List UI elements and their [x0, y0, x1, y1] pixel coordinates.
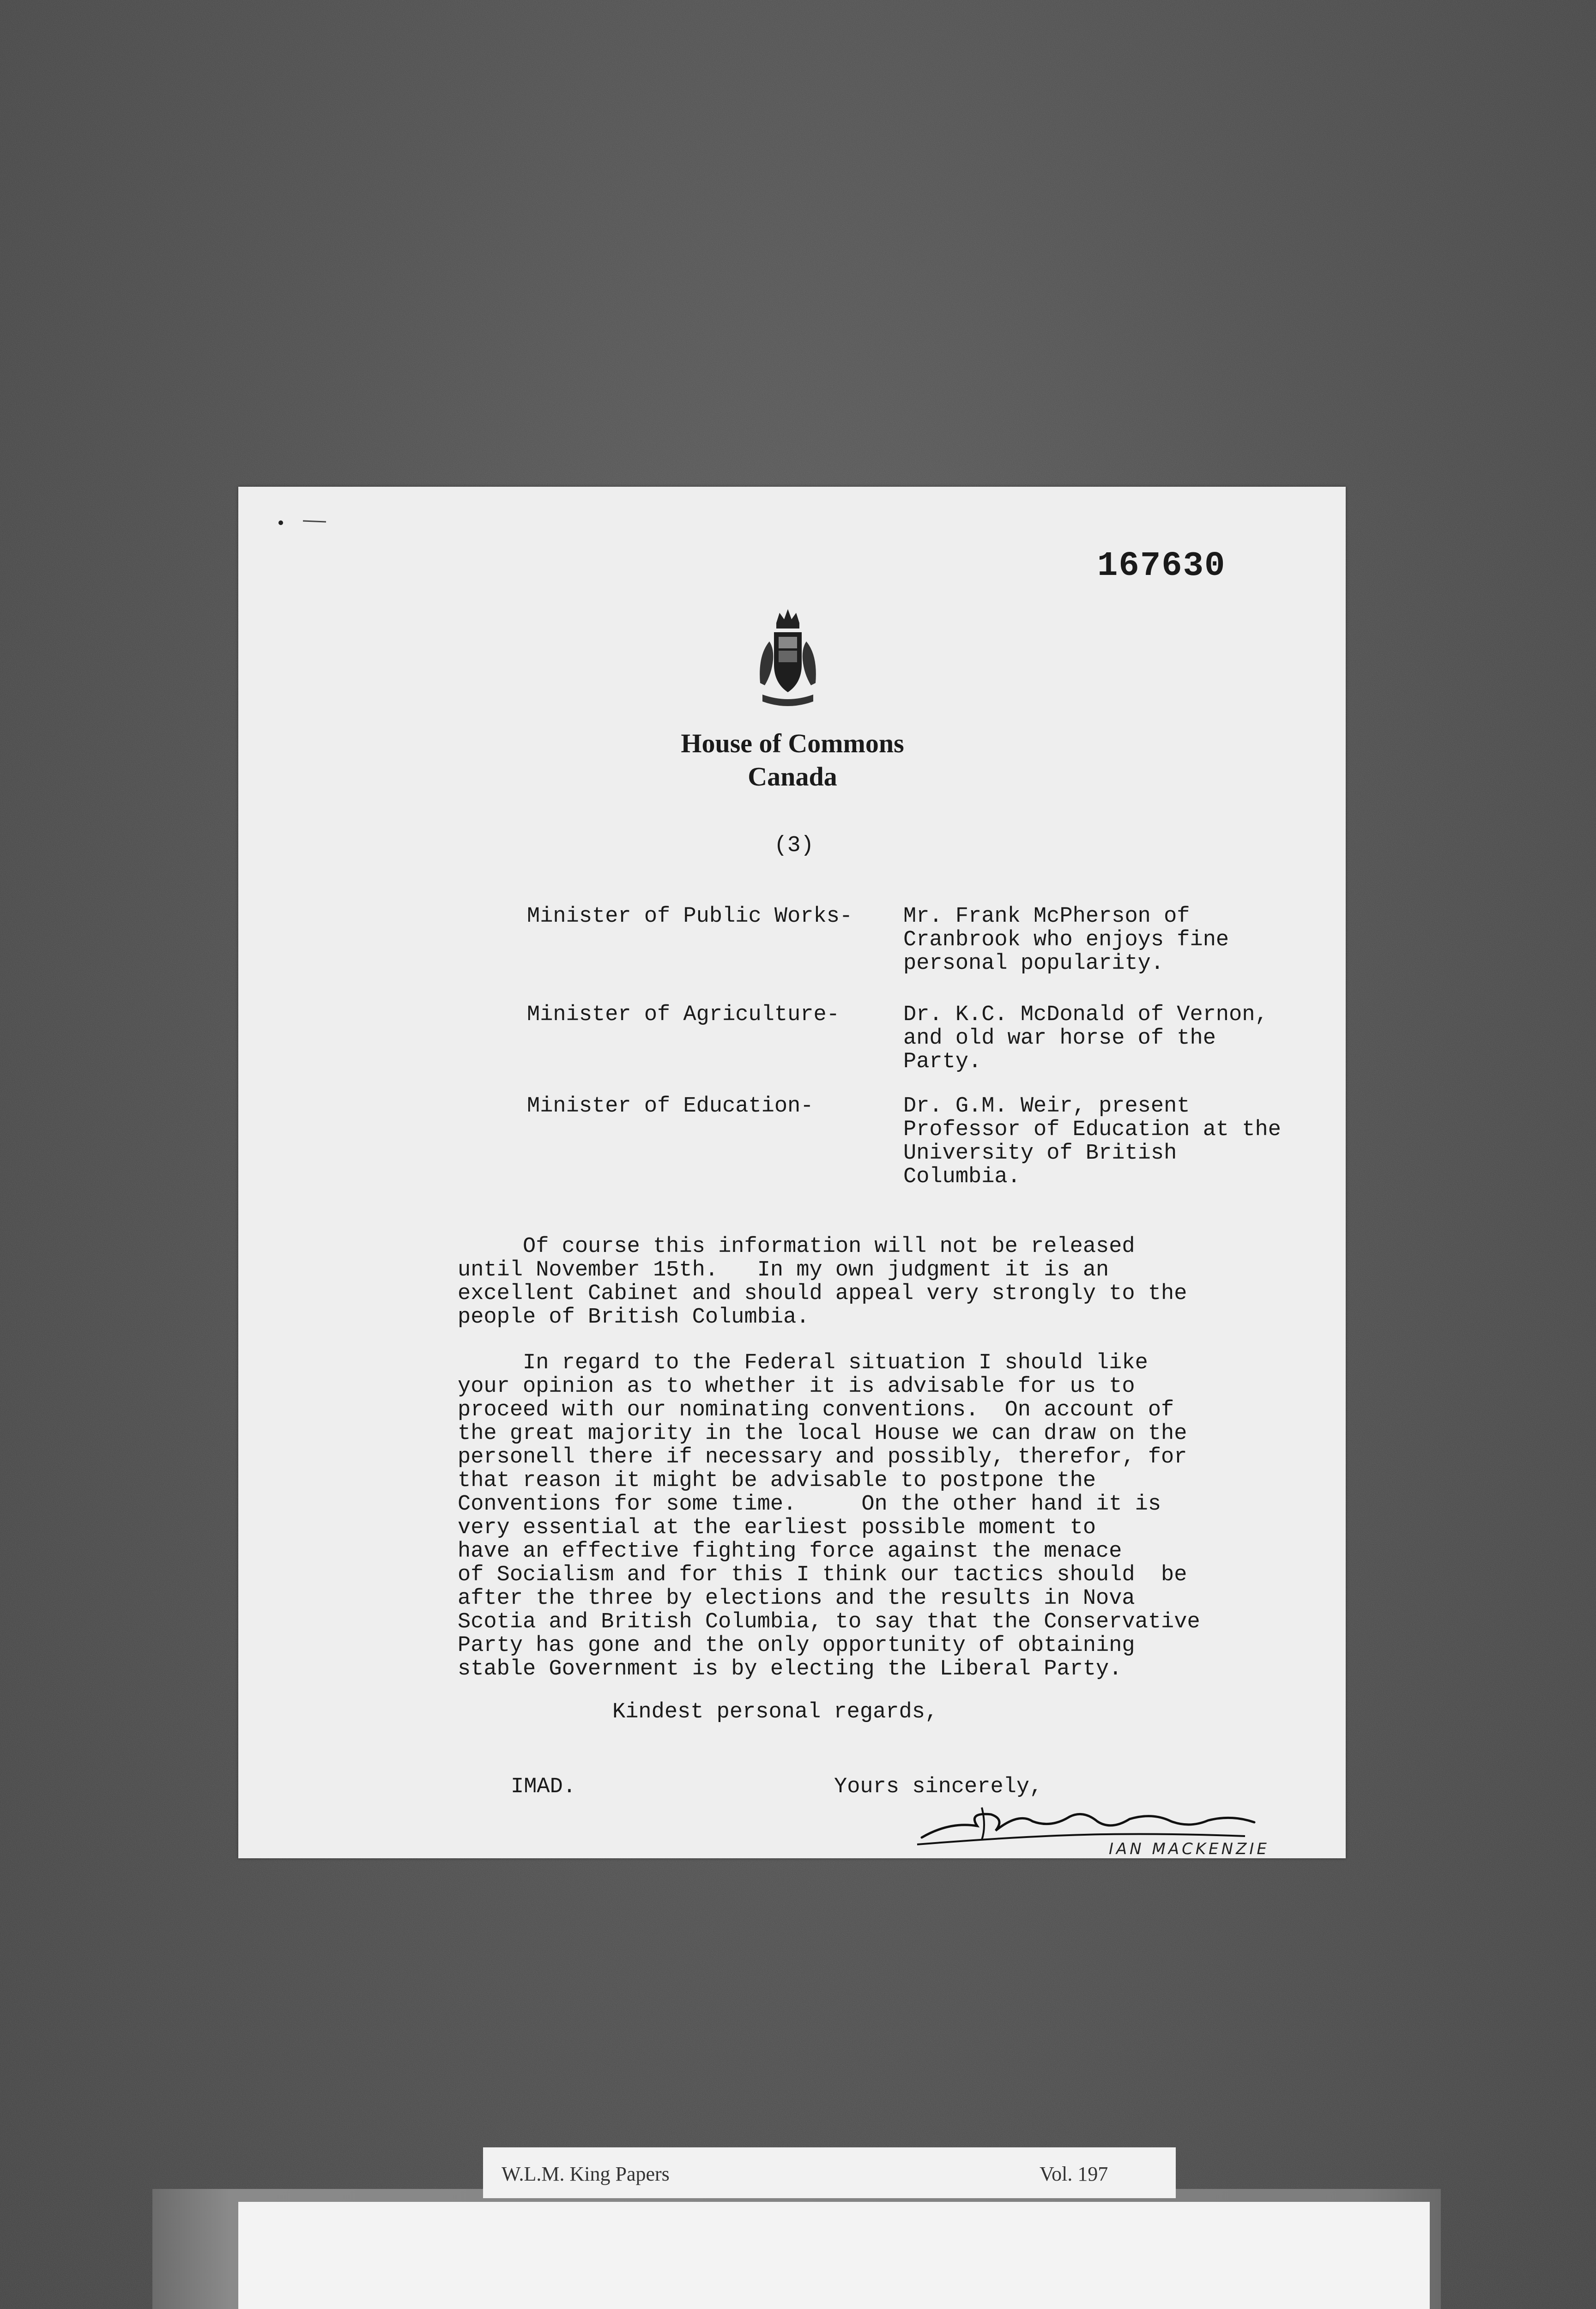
minister-name-line: Party.	[903, 1050, 982, 1074]
letter-page	[238, 487, 1346, 1858]
closing: Kindest personal regards,	[612, 1700, 938, 1724]
volume-number: Vol. 197	[1040, 2163, 1108, 2185]
minister-name-line: Dr. K.C. McDonald of Vernon,	[903, 1003, 1268, 1027]
minister-title: Minister of Public Works-	[527, 904, 853, 929]
collection-name: W.L.M. King Papers	[502, 2163, 670, 2185]
minister-name-line: Columbia.	[903, 1165, 1021, 1189]
minister-title: Minister of Education-	[527, 1094, 814, 1118]
document-number: 167630	[1097, 547, 1226, 586]
signature-name: IAN MACKENZIE	[1109, 1840, 1270, 1858]
minister-name-line: Mr. Frank McPherson of	[903, 904, 1190, 929]
minister-name-line: personal popularity.	[903, 951, 1164, 976]
paragraph-line: until November 15th. In my own judgment it is an	[458, 1258, 1109, 1282]
valediction: Yours sincerely,	[834, 1775, 1043, 1799]
paragraph-line: the great majority in the local House we can draw on the	[458, 1421, 1187, 1446]
minister-name-line: Cranbrook who enjoys fine	[903, 928, 1229, 952]
paragraph-line: stable Government is by electing the Liberal Party.	[458, 1657, 1122, 1681]
paragraph-line: excellent Cabinet and should appeal very strongly to the	[458, 1281, 1187, 1306]
paragraph-line: In regard to the Federal situation I should like	[458, 1351, 1148, 1375]
minister-name-line: and old war horse of the	[903, 1026, 1216, 1051]
paragraph-line: that reason it might be advisable to postpone the	[458, 1469, 1096, 1493]
paragraph-line: your opinion as to whether it is advisable for us to	[458, 1374, 1135, 1399]
paragraph-line: personell there if necessary and possibly, therefor, for	[458, 1445, 1187, 1469]
paragraph-line: people of British Columbia.	[458, 1305, 810, 1330]
minister-title: Minister of Agriculture-	[527, 1003, 840, 1027]
collection-label	[483, 2147, 1176, 2198]
initials: IMAD.	[511, 1775, 576, 1799]
minister-name-line: Dr. G.M. Weir, present	[903, 1094, 1190, 1118]
paragraph-line: after the three by elections and the results in Nova	[458, 1586, 1135, 1611]
coat-of-arms-icon	[756, 604, 820, 711]
paragraph-line: Scotia and British Columbia, to say that the Conservative	[458, 1610, 1200, 1634]
paragraph-line: very essential at the earliest possible moment to	[458, 1516, 1096, 1540]
paragraph-line: Of course this information will not be released	[458, 1234, 1135, 1259]
letterhead	[562, 727, 1023, 793]
paragraph-line: Conventions for some time. On the other hand it is	[458, 1492, 1161, 1517]
letterhead-line1: House of Commons	[681, 728, 904, 758]
paragraph-line: proceed with our nominating conventions. On account of	[458, 1398, 1174, 1422]
letterhead-line2: Canada	[748, 762, 837, 792]
paragraph-line: of Socialism and for this I think our tactics should be	[458, 1563, 1187, 1587]
archive-card	[238, 2202, 1430, 2309]
page-number: (3)	[774, 833, 814, 858]
paragraph-line: Party has gone and the only opportunity of obtaining	[458, 1633, 1135, 1658]
stray-mark	[275, 514, 331, 528]
minister-name-line: Professor of Education at the	[903, 1118, 1281, 1142]
paragraph-line: have an effective fighting force against the menace	[458, 1539, 1122, 1564]
minister-name-line: University of British	[903, 1141, 1177, 1166]
